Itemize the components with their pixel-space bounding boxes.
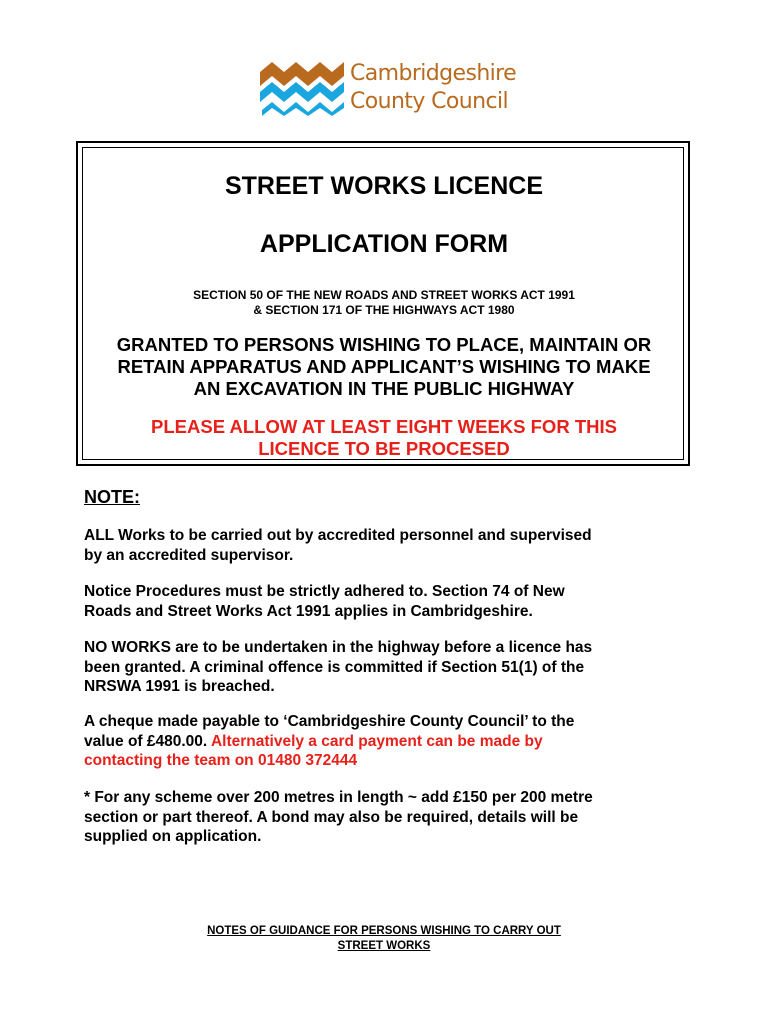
note-p3-line1: are to be undertaken in the highway before a licence has	[170, 639, 593, 656]
warning-line-1: PLEASE ALLOW AT LEAST EIGHT WEEKS FOR THIS	[151, 416, 617, 437]
waves-logo-icon	[258, 58, 348, 118]
note-p5-line1: * For any scheme over 200 metres in length ~ add £150 per 200 metre	[84, 789, 593, 806]
logo-line-2: County Council	[350, 89, 508, 114]
note-p1-line1: Works to be carried out by accredited personnel and supervised	[113, 527, 592, 544]
council-logo	[258, 58, 518, 122]
note-all-lead: ALL	[84, 527, 114, 544]
note-p3-line2: been granted. A criminal offence is committed if Section 51(1) of the	[84, 658, 585, 676]
warning-line-2: LICENCE TO BE PROCESED	[258, 438, 510, 459]
note-paragraph-scheme	[84, 788, 704, 847]
note-paragraph-no-works	[84, 638, 704, 697]
note-p3-line3: NRSWA 1991 is breached.	[84, 678, 275, 695]
note-p2-line1: Notice Procedures must be strictly adhered to. Section 74 of New	[84, 583, 565, 600]
note-p4-line2-fee: value of £480.00.	[84, 732, 211, 750]
title-street-works-licence: STREET WORKS LICENCE	[224, 172, 544, 200]
note-p1-line2: by an accredited supervisor.	[84, 546, 294, 564]
note-p5-line2: section or part thereof. A bond may also be required, details will be	[84, 808, 579, 826]
note-p2-line2: Roads and Street Works Act 1991 applies in Cambridgeshire.	[84, 602, 533, 620]
note-heading: NOTE:	[84, 487, 140, 507]
guidance-heading-line-2: STREET WORKS	[337, 940, 431, 952]
granted-line-3: AN EXCAVATION IN THE PUBLIC HIGHWAY	[193, 378, 575, 399]
logo-wordmark	[350, 60, 516, 116]
guidance-heading-line-1: NOTES OF GUIDANCE FOR PERSONS WISHING TO CARRY OUT	[207, 925, 561, 937]
note-p5-line3: supplied on application.	[84, 828, 262, 845]
note-p4-line2-card: Alternatively a card payment can be made by	[210, 732, 543, 750]
section-171-line: & SECTION 171 OF THE HIGHWAYS ACT 1980	[253, 303, 515, 317]
section-50-line: SECTION 50 OF THE NEW ROADS AND STREET WORKS ACT 1991	[193, 288, 575, 302]
granted-line-1: GRANTED TO PERSONS WISHING TO PLACE, MAINTAIN OR	[116, 334, 652, 355]
title-application-form: APPLICATION FORM	[259, 230, 509, 258]
note-paragraph-procedures	[84, 582, 704, 621]
granted-line-2: RETAIN APPARATUS AND APPLICANT’S WISHING TO MAKE	[117, 356, 651, 377]
logo-line-1: Cambridgeshire	[350, 61, 517, 86]
note-p4-line1: A cheque made payable to ‘Cambridgeshire County Council’ to the	[84, 713, 575, 730]
note-paragraph-accredited	[84, 526, 704, 565]
note-p4-line3-contact: contacting the team on 01480 372444	[84, 752, 358, 769]
note-paragraph-payment	[84, 712, 704, 771]
note-no-works-lead: NO WORKS	[84, 639, 171, 656]
